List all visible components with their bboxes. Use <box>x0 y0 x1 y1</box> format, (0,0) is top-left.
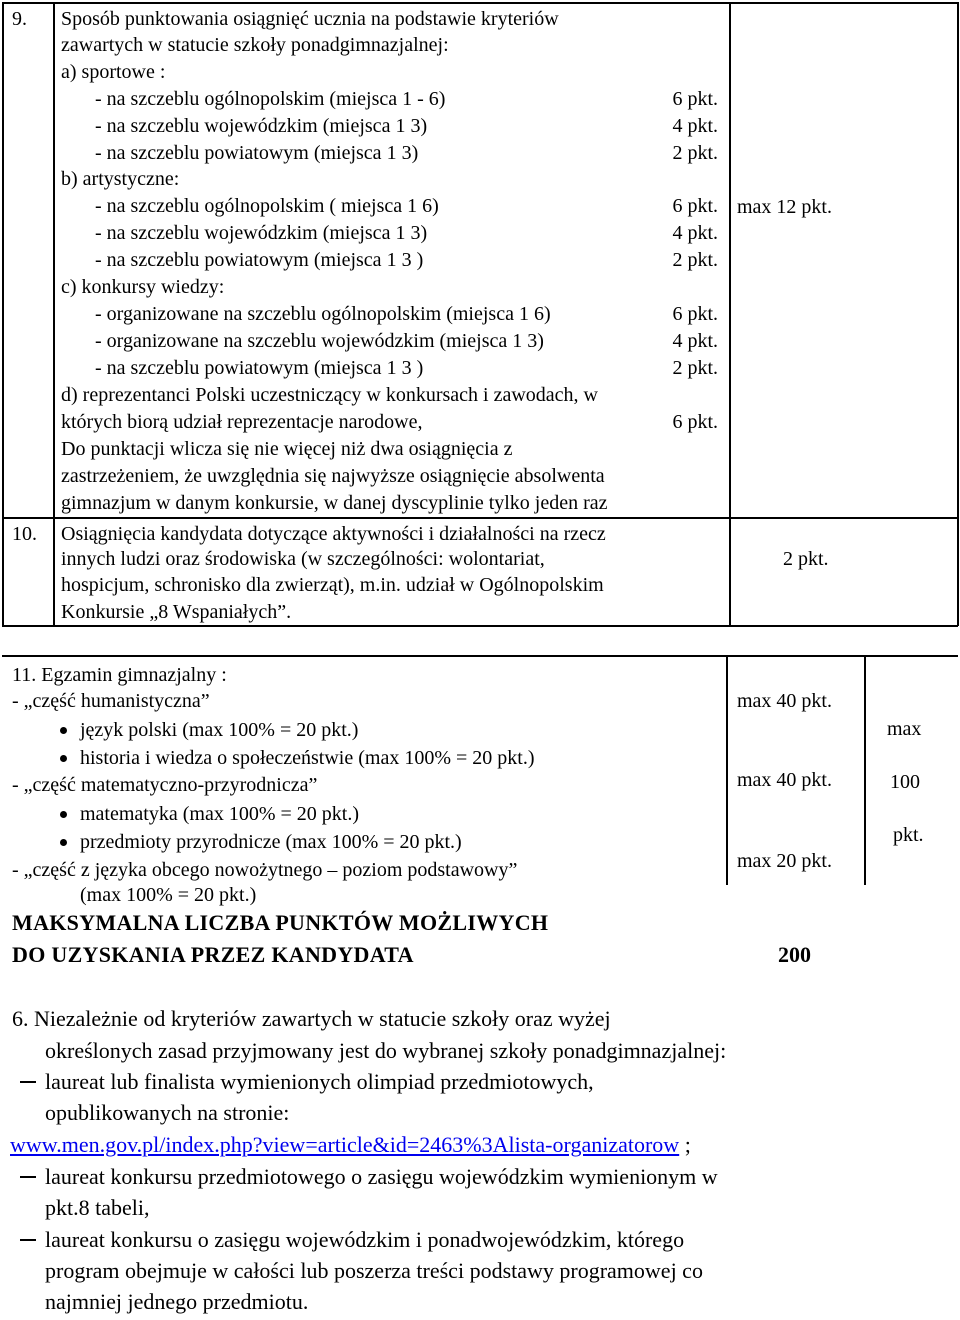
row9-number: 9. <box>12 8 27 30</box>
points-value: 6 pkt. <box>672 88 718 110</box>
exam-max: max 20 pkt. <box>737 850 832 872</box>
section6-item: laureat konkursu o zasięgu wojewódzkim i ponadwojewódzkim, którego <box>45 1227 685 1252</box>
summary-title: DO UZYSKANIA PRZEZ KANDYDATA <box>12 942 414 967</box>
bullet-icon <box>60 811 67 818</box>
row9-line: gimnazjum w danym konkursie, w danej dyscyplinie tylko jeden raz <box>61 492 608 514</box>
olympiad-link[interactable]: www.men.gov.pl/index.php?view=article&id=2463%3Alista-organizatorow <box>10 1132 680 1157</box>
points-value: 2 pkt. <box>672 142 718 164</box>
exam-title: 11. Egzamin gimnazjalny : <box>12 664 227 686</box>
table2-border-top <box>2 655 958 657</box>
table1-border-left <box>2 2 4 626</box>
points-value: 2 pkt. <box>672 357 718 379</box>
exam-total: 100 <box>890 771 920 793</box>
table2-col-divider-2 <box>864 655 866 885</box>
exam-total: max <box>887 718 922 740</box>
exam-max: max 40 pkt. <box>737 769 832 791</box>
row9-line: - na szczeblu wojewódzkim (miejsca 1 3) <box>95 115 428 137</box>
bullet-icon <box>60 839 67 846</box>
exam-subject: historia i wiedza o społeczeństwie (max 100% = 20 pkt.) <box>80 747 535 769</box>
section6-text: najmniej jednego przedmiotu. <box>45 1289 309 1314</box>
table1-col-divider-2 <box>729 2 731 626</box>
row9-line: których biorą udział reprezentacje narodowe, <box>61 411 423 433</box>
table1-col-divider-1 <box>53 2 55 626</box>
row9-line: - na szczeblu powiatowym (miejsca 1 3) <box>95 142 419 164</box>
dash-icon <box>20 1081 36 1083</box>
row9-line: - organizowane na szczeblu ogólnopolskim (miejsca 1 6) <box>95 303 551 325</box>
exam-max: max 40 pkt. <box>737 690 832 712</box>
points-value: 4 pkt. <box>672 115 718 137</box>
points-value: 6 pkt. <box>672 195 718 217</box>
row9-max: max 12 pkt. <box>737 196 832 218</box>
exam-subject: matematyka (max 100% = 20 pkt.) <box>80 803 359 825</box>
row9-line: zastrzeżeniem, że uwzględnia się najwyższe osiągnięcie absolwenta <box>61 465 605 487</box>
section6-text: określonych zasad przyjmowany jest do wybranej szkoły ponadgimnazjalnej: <box>45 1038 727 1063</box>
section6-text: program obejmuje w całości lub poszerza treści podstawy programowej co <box>45 1258 703 1283</box>
exam-total: pkt. <box>893 824 924 846</box>
table2-col-divider-1 <box>726 655 728 885</box>
exam-subject: przedmioty przyrodnicze (max 100% = 20 pkt.) <box>80 831 462 853</box>
row9-line: - organizowane na szczeblu wojewódzkim (miejsca 1 3) <box>95 330 544 352</box>
section6-item: laureat konkursu przedmiotowego o zasięgu wojewódzkim wymienionym w <box>45 1164 718 1189</box>
exam-subject: język polski (max 100% = 20 pkt.) <box>80 719 359 741</box>
table1-row-divider <box>2 517 958 519</box>
row9-line: Sposób punktowania osiągnięć ucznia na podstawie kryteriów <box>61 8 559 30</box>
section6-item: laureat lub finalista wymienionych olimpiad przedmiotowych, <box>45 1069 594 1094</box>
table1-border-right <box>957 2 959 626</box>
row9-line: b) artystyczne: <box>61 168 180 190</box>
points-value: 4 pkt. <box>672 330 718 352</box>
exam-part-detail: (max 100% = 20 pkt.) <box>80 884 257 906</box>
points-value: 6 pkt. <box>672 303 718 325</box>
bullet-icon <box>60 727 67 734</box>
dash-icon <box>20 1176 36 1178</box>
section6-heading: 6. Niezależnie od kryteriów zawartych w statucie szkoły oraz wyżej <box>12 1006 611 1031</box>
row9-line: c) konkursy wiedzy: <box>61 276 225 298</box>
row10-number: 10. <box>12 523 37 545</box>
row10-line: hospicjum, schronisko dla zwierząt), m.in. udział w Ogólnopolskim <box>61 574 604 596</box>
exam-part: - „część z języka obcego nowożytnego – poziom podstawowy” <box>12 859 518 881</box>
section6-text: opublikowanych na stronie: <box>45 1100 290 1125</box>
row9-line: Do punktacji wlicza się nie więcej niż dwa osiągnięcia z <box>61 438 513 460</box>
row9-line: - na szczeblu powiatowym (miejsca 1 3 ) <box>95 249 424 271</box>
summary-value: 200 <box>778 942 811 967</box>
table1-border-top <box>2 2 958 4</box>
table1-border-bottom <box>2 625 958 627</box>
row9-line: - na szczeblu wojewódzkim (miejsca 1 3) <box>95 222 428 244</box>
points-value: 6 pkt. <box>672 411 718 433</box>
row9-line: a) sportowe : <box>61 61 166 83</box>
link-suffix: ; <box>679 1132 691 1157</box>
section6-text: pkt.8 tabeli, <box>45 1195 150 1220</box>
row10-max: 2 pkt. <box>783 548 829 570</box>
points-value: 2 pkt. <box>672 249 718 271</box>
points-value: 4 pkt. <box>672 222 718 244</box>
row9-line: - na szczeblu powiatowym (miejsca 1 3 ) <box>95 357 424 379</box>
row10-line: Konkursie „8 Wspaniałych”. <box>61 601 292 623</box>
exam-part: - „część matematyczno-przyrodnicza” <box>12 774 318 796</box>
row10-line: innych ludzi oraz środowiska (w szczególności: wolontariat, <box>61 548 545 570</box>
exam-part: - „część humanistyczna” <box>12 690 210 712</box>
link-row <box>10 1130 691 1160</box>
row10-line: Osiągnięcia kandydata dotyczące aktywności i działalności na rzecz <box>61 523 606 545</box>
summary-title: MAKSYMALNA LICZBA PUNKTÓW MOŻLIWYCH <box>12 910 549 935</box>
row9-line: - na szczeblu ogólnopolskim (miejsca 1 - 6) <box>95 88 446 110</box>
row9-line: zawartych w statucie szkoły ponadgimnazjalnej: <box>61 34 449 56</box>
row9-line: - na szczeblu ogólnopolskim ( miejsca 1 6) <box>95 195 439 217</box>
dash-icon <box>20 1239 36 1241</box>
row9-line: d) reprezentanci Polski uczestniczący w konkursach i zawodach, w <box>61 384 599 406</box>
bullet-icon <box>60 755 67 762</box>
